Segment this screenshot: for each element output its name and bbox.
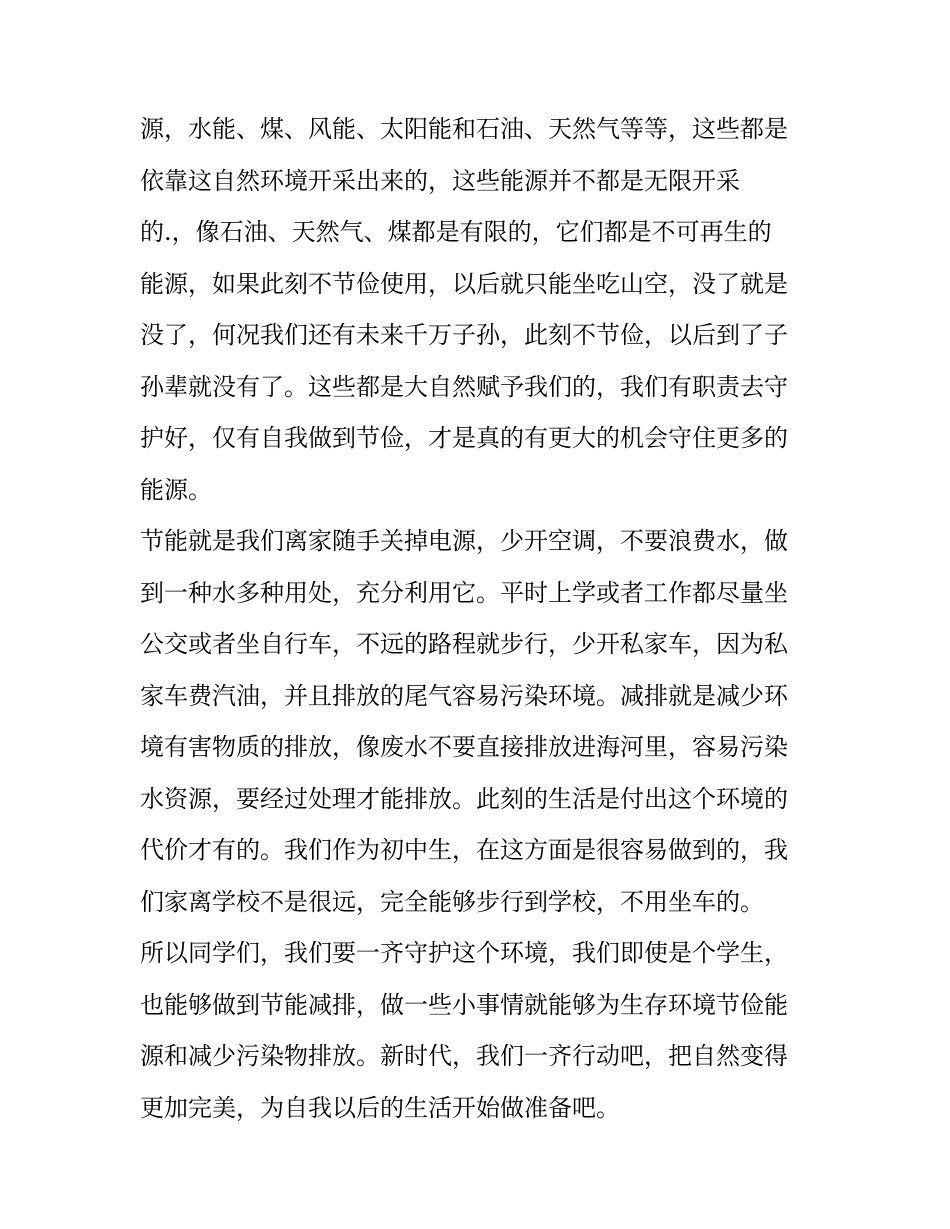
text-line: 没了，何况我们还有未来千万子孙，此刻不节俭，以后到了子 [140,321,788,349]
text-line: 境有害物质的排放，像废水不要直接排放进海河里，容易污染 [140,733,788,761]
essay-text [140,104,820,1134]
text-line: 家车费汽油，并且排放的尾气容易污染环境。减排就是减少环 [140,681,788,710]
text-line: 水资源，要经过处理才能排放。此刻的生活是付出这个环境的 [140,784,788,813]
text-line: 所以同学们，我们要一齐守护这个环境，我们即使是个学生， [140,939,788,967]
text-line: 也能够做到节能减排，做一些小事情就能够为生存环境节俭能 [140,990,788,1019]
text-line: 源，水能、煤、风能、太阳能和石油、天然气等等，这些都是 [140,115,788,143]
text-line: 能源，如果此刻不节俭使用，以后就只能坐吃山空，没了就是 [140,269,788,298]
text-line: 孙辈就没有了。这些都是大自然赋予我们的，我们有职责去守 [140,372,788,401]
text-line: 护好，仅有自我做到节俭，才是真的有更大的机会守住更多的 [140,424,788,452]
text-line: 代价才有的。我们作为初中生，在这方面是很容易做到的，我 [140,836,788,864]
text-line: 能源。 [140,475,212,504]
text-line: 源和减少污染物排放。新时代，我们一齐行动吧，把自然变得 [140,1042,788,1070]
text-line: 的.，像石油、天然气、煤都是有限的，它们都是不可再生的 [140,218,772,246]
text-line: 更加完美，为自我以后的生活开始做准备吧。 [140,1093,620,1122]
text-line: 们家离学校不是很远，完全能够步行到学校，不用坐车的。 [140,887,764,916]
text-line: 到一种水多种用处，充分利用它。平时上学或者工作都尽量坐 [140,578,788,607]
text-line: 节能就是我们离家随手关掉电源，少开空调，不要浪费水，做 [140,527,788,555]
text-line: 公交或者坐自行车，不远的路程就步行，少开私家车，因为私 [140,630,788,658]
text-line: 依靠这自然环境开采出来的，这些能源并不都是无限开采 [140,166,740,195]
